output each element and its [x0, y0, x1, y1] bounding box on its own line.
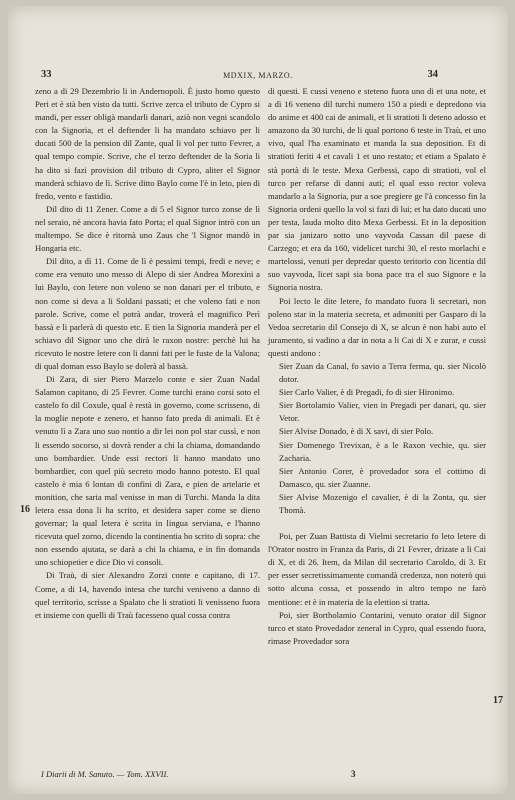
signature-mark: 3 — [351, 769, 356, 779]
margin-note-right: 17 — [493, 695, 503, 706]
paragraph: Di Zara, di sier Piero Marzelo conte e sier Zuan Nadal Salamon capitano, di 25 Fevrer. Come turchi erano corsi soto el castelo fo dil Coxule, qual è restà in governo, come scrisseno, di la moglie nepote e zenero, et hanno fato preda di animali. Et è venuto lì a Zara uno suo nontio a dir lei non pol star cussì, e non li essendo socorso, si dovrà render a chi la chiama, domandando uno bombardier. Unde essi rectori li hanno mandato uno bombardier, con quel più secreto modo hanno potesto. El qual castelo è mia 6 lontan di confini di Zara, e pien de artelarie et monition, che saria mal venisse in man di Turchi. Manda la dita letera essa dona li ha scrito, et desidera saper come se dieno governar; la qual letera è scrita in lingua serviana, e l'hanno ricevuta quel zorno, dicendo la continentia ho scrito di sopra: che non essendo ajutata, se darà a chi la chiama, e in fin domanda uno schiopetier e dice Dio vi consoli. — [35, 374, 260, 568]
running-title: MDXIX, MARZO. — [223, 71, 293, 80]
paragraph: Dil dito di 11 Zener. Come a di 5 el Signor turco zonse de lì nel seraio, nè ancora havia fato Porta; el qual Signor intrò con un maltempo. Se dice è ritornà uno Zaus che 'l Signor mandò in Hongaria etc. — [35, 203, 260, 254]
book-page — [8, 6, 508, 794]
paragraph: Sier Zuan da Canal, fo savio a Terra ferma, qu. sier Nicolò dotor. — [279, 360, 486, 385]
paragraph: Sier Carlo Valier, è di Pregadi, fo di sier Hironimo. — [279, 387, 455, 398]
paragraph: Sier Antonio Corer, è provedador sora el cottimo di Damasco, qu. sier Zuanne. — [279, 465, 486, 489]
paragraph — [268, 517, 486, 530]
margin-note-left: 16 — [20, 504, 30, 515]
right-text-column — [268, 85, 486, 648]
paragraph: di questi. E cussì veneno e steteno fuora uno di et una note, et a dì 16 veneno dil turchi numero 150 a piedi e depredono via do anime et 400 cai de animali, et li stratioti li deteno adosso et amazono da 30 turchi, de li qual portono 6 teste in Traù, et uno vivo, qual l'ha examinato et manda la sua deposition. Et di stratioti feriti 4 et cavali 1 et uno restato; et etiam a Spalato è stà portà di le teste. Mexa Gerbessi, capo di stratioti, vol el turco per refarse di danni auti; el qual esso rector voleva mandarlo a la Signoria, pur a soe pregiere ge l'à concesso fin la Signoria ordeni quello la vol si fazi di lui; et ha dato ducati uno per testa, lauda molto dito Mexa Gerbessi. Et in la deposition par sia janizaro sotto uno vayvoda Cassan dil paese di Carzego; et era da 160, videlicet turchi 30, el resto morlachi e martelossi, venuti per depredar questo teritorio con licentia dil suo vayvoda, licet sapi sia bona pace tra el suo Signore e la Signoria nostra. — [268, 86, 486, 293]
footer-citation: I Diarii di M. Sanuto. — Tom. XXVII. — [41, 769, 169, 779]
paragraph: Di Traù, di sier Alexandro Zorzi conte e capitano, di 17. Come, a di 14, havendo intesa che turchi veniveno a danno di quel territorio, scrisse a Spalato che li stratioti li venisseno fuora et insieme con quelli di Traù facesseno qual cossa contra — [35, 570, 260, 620]
left-text-column — [35, 85, 260, 622]
page-number-left: 33 — [41, 69, 52, 80]
paragraph: Sier Alvise Mozenigo el cavalier, è di la Zonta, qu. sier Thomà. — [279, 491, 486, 515]
paragraph: Poi, sier Bortholamio Contarini, venuto orator dil Signor turco et stato Provedador zeneral in Cypro, qual essendo fuora, rimase Provedador sora — [268, 609, 486, 646]
paragraph: Sier Domenego Trevixan, è a le Raxon vechie, qu. sier Zacharia. — [279, 439, 486, 463]
paragraph: Sier Alvise Donado, è di X savi, di sier Polo. — [279, 426, 434, 437]
paragraph: Poi, per Zuan Battista di Vielmi secretario fo leto letere di l'Orator nostro in Franza da Paris, di 21 Fevrer, drizate a li Cai di X, et di 26. Item, da Milan dil secretario Caroldo, di 3. Et per esser secretissimamente comandà credenza, non noterò qui sotto alcuna cossa, et possendo in altro tempo ne farò mentione: et è in materia de la elettion si tratta. — [268, 531, 486, 607]
paragraph: Poi lecto le dite letere, fo mandato fuora li secretari, non poleno star in la materia secreta, et admoniti per Gasparo di la Vedoa secretario dil Consejo di X, se alcun è non habi auto el juramento, si vadino a dar in nota a li Cai di X e zurar, e cussì questi andono : — [268, 295, 486, 358]
paragraph: Sier Bortolamio Valier, vien in Pregadi per danari, qu. sier Vetor. — [279, 400, 486, 424]
page-number-right: 34 — [427, 69, 438, 80]
paragraph: Dil dito, a dì 11. Come de lì è pessimi tempi, fredi e neve; e come era venuto uno messo di Alepo di sier Andrea Morexini a lui Baylo, con letere non voleno se non danari per el tributo, e non come si deva a li Soldani passati; et che voleno fati e non parole. Scrive, come el potrà andar, troverà el magnifico Perì bassà e li parlerà di questo etc. E tien la Signoria manderà per el schiavo dil Signor uno che dirà le raxon nostre: perchè lui ha ricevuto le nostre letere con li danni fati per le fuste de la Valona; di qual doman esso Baylo se dolerà al bassà. — [35, 256, 260, 371]
paragraph: zeno a di 29 Dezembrio li in Andernopoli. È justo homo questo Peri et è stà ben visto da tutti. Scrive zerca el tributo de Cypro si mandi, per esser obligà mandarli danari, aziò non vegni scandolo con la Signoria, et el deftender li ha mandato schiavo per li ducati 500 de la pension dil Zante, qual li vol per tutto Fevrer, a qual tempo compie. Scrive, che el terzo deftender de la Soria li ha dito si fazi provision dil tributo di Cypro, aliter el Signor manderà schiavo de lì. Scrive ditto Baylo come l'è in leto, pien di fredo, vento e fastidio. — [35, 86, 260, 201]
